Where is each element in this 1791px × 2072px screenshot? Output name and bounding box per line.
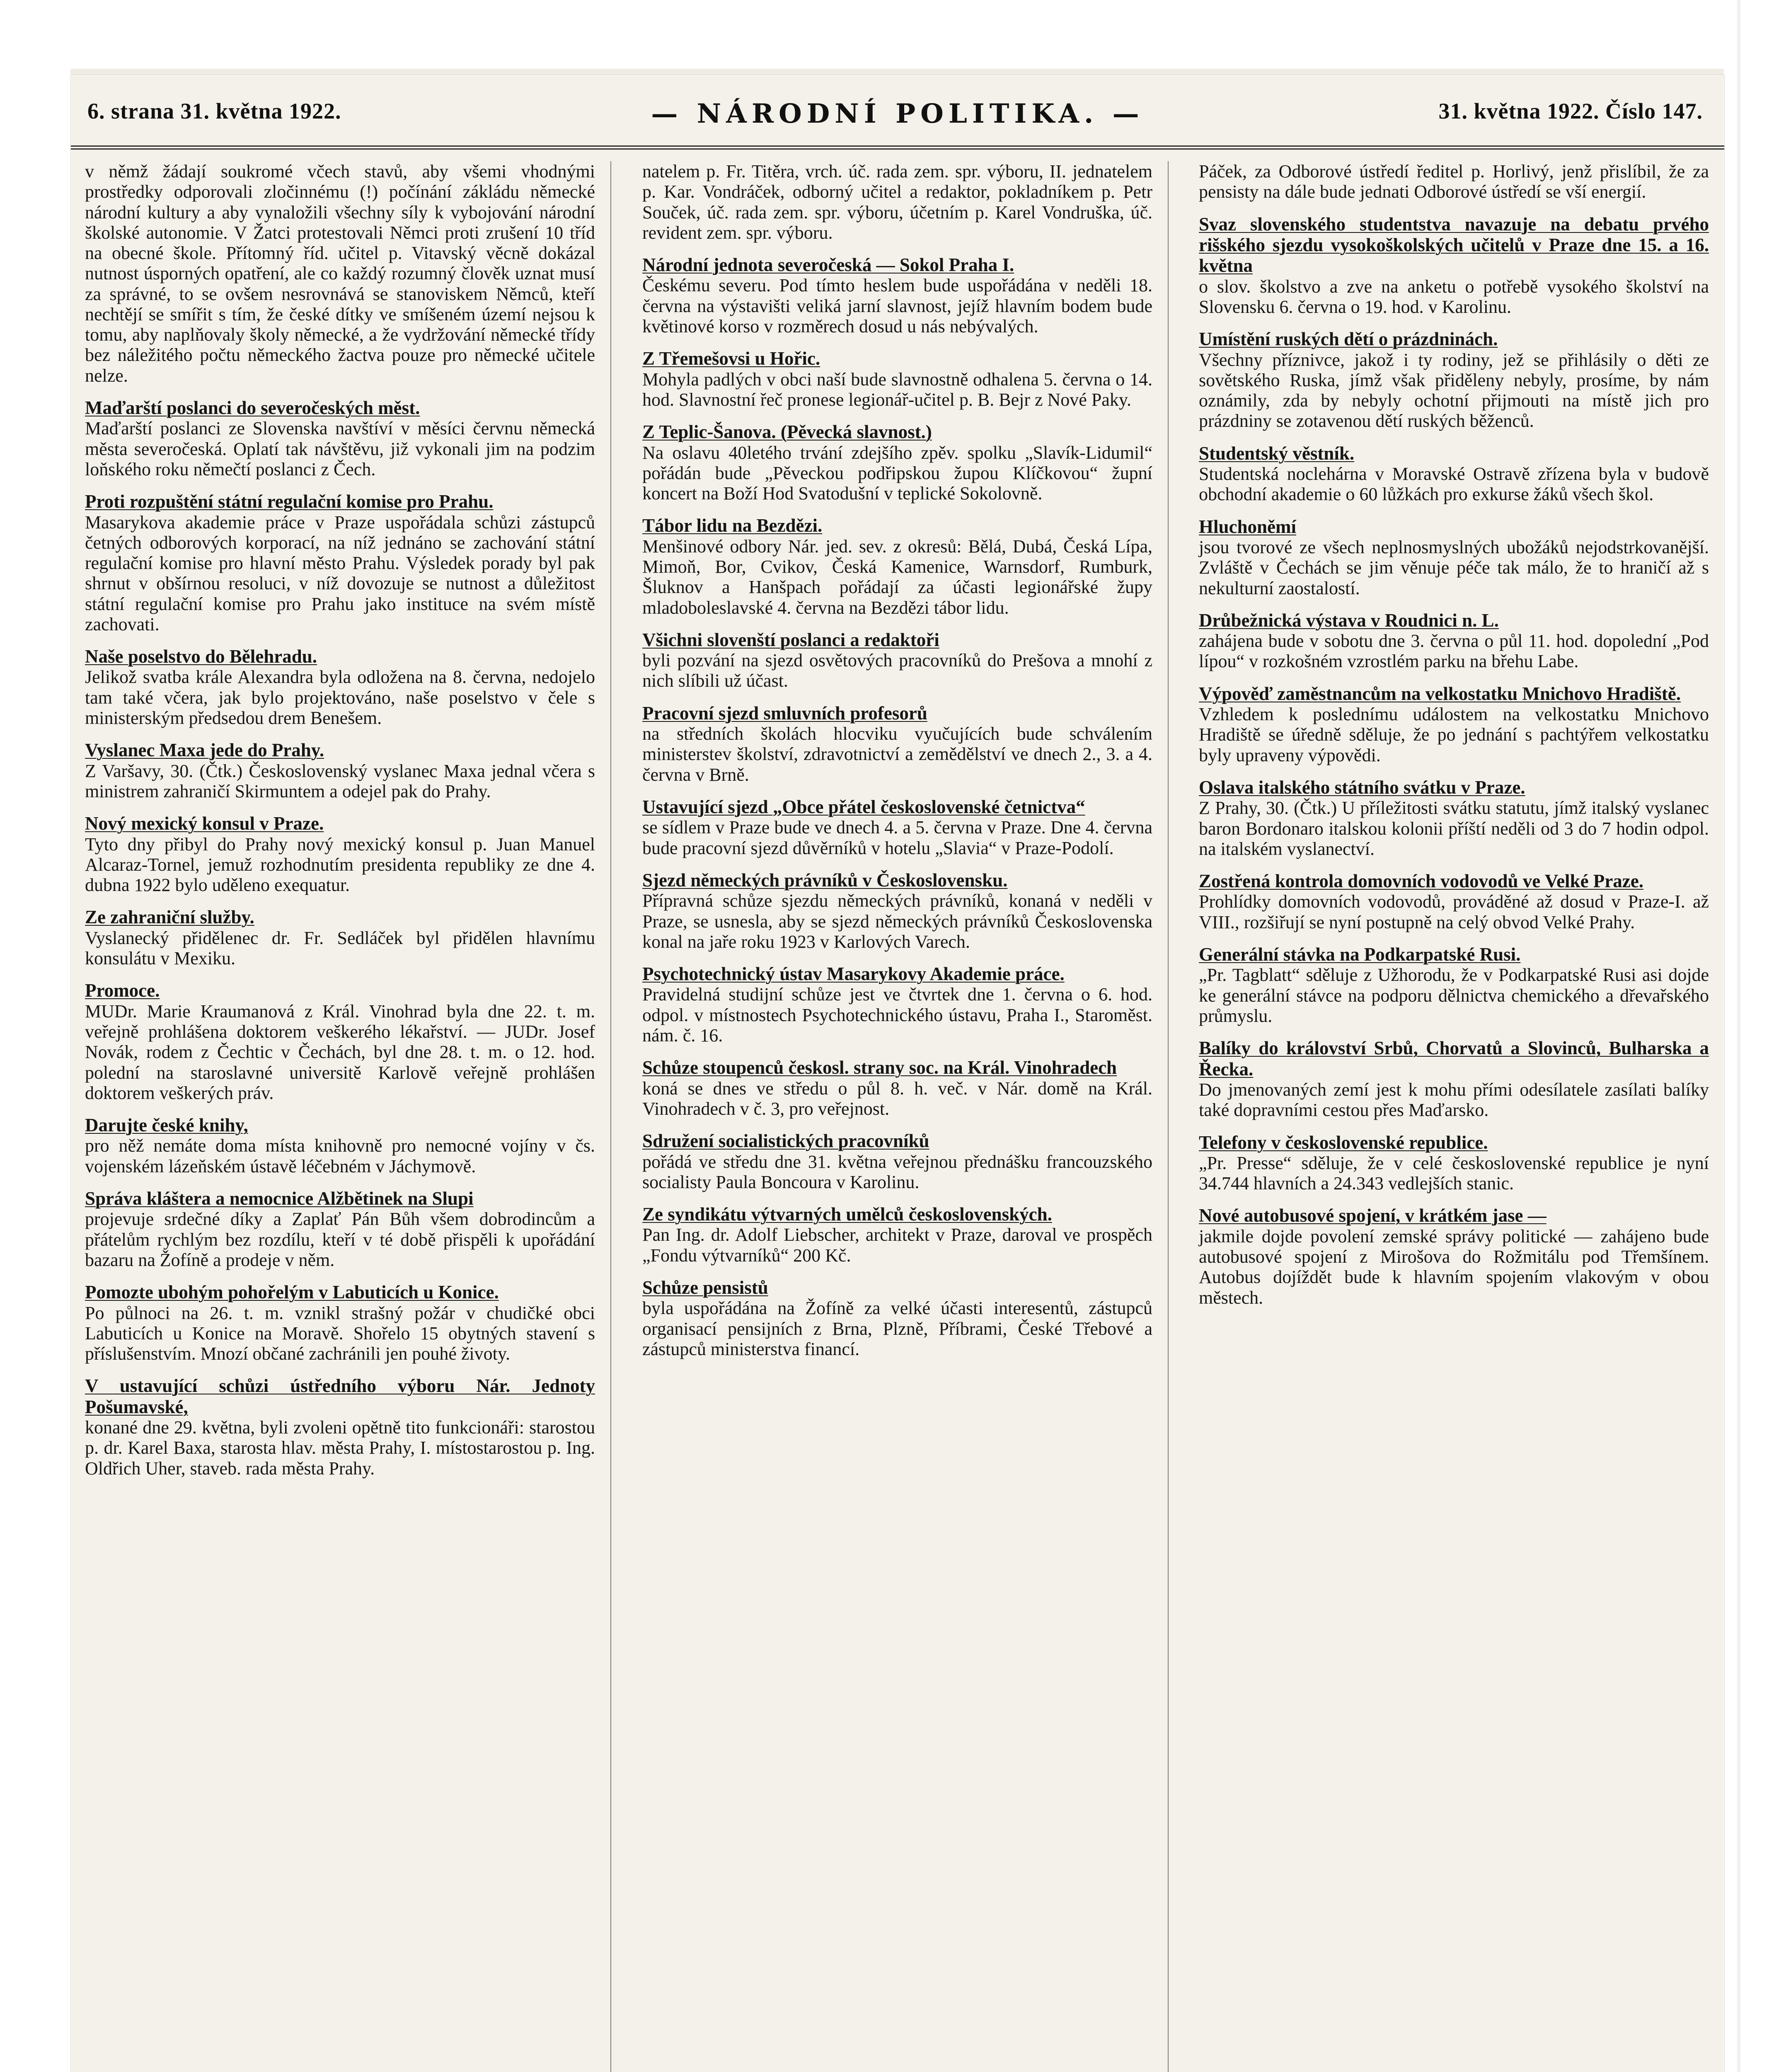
article [642,703,1152,785]
article-body: Masarykova akademie práce v Praze uspořádala schůzi zástupců četných odborových korporací, na níž jednáno se zachování státní regulační komise pro hlavní město Prahu. Výsledek porady byl pak shrnut v obšírnou resoluci, v níž dovozuje se nutnost a důležitost státní regulační komise pro Prahu jako instituce na svém místě zachovati. [85,512,595,634]
column-divider-1 [610,161,611,2072]
text-column-2 [637,161,1157,2072]
article-heading: Balíky do království Srbů, Chorvatů a Slovinců, Bulharska a Řecka. [1199,1038,1709,1080]
article-body: Pan Ing. dr. Adolf Liebscher, architekt v Praze, daroval ve prospěch „Fondu výtvarníků“ 200 Kč. [642,1225,1152,1266]
article-body: v němž žádají soukromé včech stavů, aby všemi vhodnými prostředky odporovali zločinnému (!) počínání zákládu německé národní kultury a aby vynaložili všechny síly k vybojování národní školské autonomie. V Žatci protestovali Němci proti zrušení 10 tříd na obecné škole. Přítomný říd. učitel p. Vitavský věcně dokázal nutnost úsporných opatření, ale co každý rozumný člověk uznat musí za správné, to se ovšem nesrovnává se stanoviskem Němců, kteří nechtějí se smířit s tím, že české dítky ve smíšeném území nejsou k tomu, aby naplňovaly školy německé, a že vydržování německé třídy bez náležitého počtu německého žactva pouze pro německé učitele nelze. [85,161,595,386]
article-body: pořádá ve středu dne 31. května veřejnou přednášku francouzského socialisty Paula Boncoura v Karolinu. [642,1151,1152,1192]
article-heading: Pracovní sjezd smluvních profesorů [642,702,927,724]
article-heading: Psychotechnický ústav Masarykovy Akademie práce. [642,963,1065,985]
article [85,491,595,634]
article-heading: Generální stávka na Podkarpatské Rusi. [1199,944,1521,965]
article-body: na středních školách hlocviku vyučujících bude schválením ministerstev školství, zdravotnictví a zemědělství ve dnech 2., 3. a 4. června v Brně. [642,724,1152,785]
article-heading: V ustavující schůzi ústředního výboru Nár. Jednoty Pošumavské, [85,1375,595,1417]
article [85,1282,595,1364]
article-heading: Telefony v československé republice. [1199,1132,1488,1153]
article [1199,683,1709,765]
article-heading: Oslava italského státního svátku v Praze. [1199,777,1525,798]
article-body: konané dne 29. května, byli zvoleni opětně tito funkcionáři: starostou p. dr. Karel Baxa, starosta hlav. města Prahy, I. místostarostou p. Ing. Oldřich Uher, staveb. rada města Prahy. [85,1417,595,1479]
article-heading: Sjezd německých právníků v Československu. [642,869,1008,891]
article-body: Maďarští poslanci ze Slovenska navštíví v měsíci červnu německá města severočeská. Oplatí tak návštěvu, již vykonali jim na podzim loňského roku němečtí poslanci z Čech. [85,418,595,479]
article [1199,516,1709,598]
article [642,1204,1152,1266]
article-body: Všechny příznivce, jakož i ty rodiny, jež se přihlásily o děti ze sovětského Ruska, jímž však přiděleny nebyly, prosíme, by nám oznámily, zda by nebyly ochotní přijmouti na místě jich pro prázdniny se zotavenou dětí ruských běženců. [1199,349,1709,431]
article-heading: Všichni slovenští poslanci a redaktoři [642,629,939,650]
article [642,796,1152,858]
article [642,963,1152,1046]
article [85,1188,595,1270]
article-body: Páček, za Odborové ústředí ředitel p. Horlivý, jenž přislíbil, že za pensisty na dále bude jednati Odborové ústředí se vší energií. [1199,161,1709,202]
article-heading: Naše poselstvo do Bělehradu. [85,646,317,667]
article-heading: Vyslanec Maxa jede do Prahy. [85,740,324,761]
text-column-3 [1194,161,1714,2072]
article-heading: Výpověď zaměstnancům na velkostatku Mnichovo Hradiště. [1199,683,1681,704]
article-body: koná se dnes ve středu o půl 8. h. več. v Nár. domě na Král. Vinohradech v č. 3, pro veřejnost. [642,1078,1152,1119]
article-heading: Svaz slovenského studentstva navazuje na debatu prvého rišského sjezdu vysokoškolských učitelů v Praze dne 15. a 16. května [1199,213,1709,276]
article-body: Přípravná schůze sjezdu německých právníků, konaná v neděli v Praze, se usnesla, aby se sjezd německých právníků Československa konal na jaře roku 1923 v Karlových Varech. [642,891,1152,952]
article-body: Na oslavu 40letého trvání zdejšího zpěv. spolku „Slavík-Lidumil“ pořádán bude „Pěveckou podřipskou župou Klíčkovou“ župní koncert na Boží Hod Svatodušní v teplické Sokolovně. [642,442,1152,504]
article-body: o slov. školstvo a zve na anketu o potřebě vysokého školství na Slovensku 6. června o 19. hod. v Karolinu. [1199,276,1709,317]
article [1199,161,1709,202]
article-heading: Sdružení socialistických pracovníků [642,1130,929,1152]
article-heading: Schůze stoupenců českosl. strany soc. na Král. Vinohradech [642,1057,1117,1078]
article-heading: Promoce. [85,980,160,1001]
article-heading: Darujte české knihy, [85,1115,248,1136]
article-body: Jelikož svatba krále Alexandra byla odložena na 8. června, nedojelo tam také včera, jak bylo projektováno, naše poselstvo v čele s ministerským předsedou drem Benešem. [85,667,595,729]
article-heading: Maďarští poslanci do severočeských měst. [85,397,420,418]
article-body: Tyto dny přibyl do Prahy nový mexický konsul p. Juan Manuel Alcaraz-Tornel, jemuž rozhodnutím presidenta republiky ze dne 4. dubna 1922 bylo uděleno exequatur. [85,834,595,896]
article-body: jsou tvorové ze všech neplnosmyslných ubožáků nejodstrkovanější. Zvláště v Čechách se jim věnuje péče tak málo, že to hraničí až s nekulturní zaostalostí. [1199,537,1709,598]
article-body: Pravidelná studijní schůze jest ve čtvrtek dne 1. června o 6. hod. odpol. v místnostech Psychotechnického ústavu, Praha I., Staroměst. nám. č. 16. [642,984,1152,1046]
page-header [71,75,1724,150]
article [642,254,1152,336]
article [1199,329,1709,431]
article-heading: Nové autobusové spojení, v krátkém jase — [1199,1205,1547,1226]
article-body: jakmile dojde povolení zemské správy politické — zahájeno bude autobusové spojení z Mirošova do Rožmitálu pod Třemšínem. Autobus dojíždět bude k hlavním spojením vlakovým v obou městech. [1199,1226,1709,1308]
article [1199,610,1709,672]
article-body: Do jmenovaných zemí jest k mohu přími odesílatele zasílati balíky také dopravními cestou přes Maďarsko. [1199,1079,1709,1121]
article-body: MUDr. Marie Kraumanová z Král. Vinohrad byla dne 22. t. m. veřejně prohlášena doktorem veškerého lékařství. — JUDr. Josef Novák, rodem z Čechtic v Čechách, byl dne 28. t. m. o 12. hod. polední na staroslavné universitě Karlově veřejně prohlášen doktorem veškerých práv. [85,1001,595,1103]
article-heading: Z Třemešovsi u Hořic. [642,348,820,369]
article [1199,1132,1709,1194]
article-body: projevuje srdečné díky a Zaplať Pán Bůh všem dobrodincům a přátelům rychlým bez rozdílu, kteří v té době přispěli k upořádání bazaru na Žofíně a prodeje v něm. [85,1209,595,1270]
article [85,1115,595,1176]
article [85,813,595,895]
article-heading: Národní jednota severočeská — Sokol Praha I. [642,254,1014,276]
article [85,1375,595,1479]
article-body: Menšinové odbory Nár. jed. sev. z okresů: Bělá, Dubá, Česká Lípa, Mimoň, Bor, Cvikov, Česká Kamenice, Warnsdorf, Rumburk, Šluknov a Hanšpach pořádají za účasti legionářské župy mladoboleslavské 4. června na Bezdězi tábor lidu. [642,536,1152,618]
article-heading: Ze zahraniční služby. [85,907,254,928]
article-body: Po půlnoci na 26. t. m. vznikl strašný požár v chudičké obci Labuticích u Konice na Moravě. Shořelo 15 obytných stavení s příslušenstvím. Mnozí občané zachránili jen pouhé životy. [85,1302,595,1364]
article-body: Českému severu. Pod tímto heslem bude uspořádána v neděli 18. června na výstavišti veliká jarní slavnost, jejíž hlavním bodem bude květinové korso v rozměrech dosud u nás nebývalých. [642,275,1152,336]
article [642,348,1152,410]
article-body: zahájena bude v sobotu dne 3. června o půl 11. hod. dopolední „Pod lípou“ v rozkošném vzrostlém parku na břehu Labe. [1199,631,1709,672]
article-body: byli pozvání na sjezd osvětových pracovníků do Prešova a mnohí z nich slíbili už účast. [642,650,1152,691]
article [85,907,595,968]
article-body: se sídlem v Praze bude ve dnech 4. a 5. června v Praze. Dne 4. června bude pracovní sjezd důvěrníků v hotelu „Slavia“ v Praze-Podolí. [642,817,1152,858]
article-body: Prohlídky domovních vodovodů, prováděné až dosud v Praze-I. až VIII., rozšiřují se nyní postupně na celý obvod Velké Prahy. [1199,891,1709,932]
text-column-1 [80,161,600,2072]
article [85,397,595,479]
article-heading: Pomozte ubohým pohořelým v Labuticích u Konice. [85,1282,499,1303]
article [642,1277,1152,1359]
article-heading: Proti rozpuštění státní regulační komise pro Prahu. [85,491,494,512]
article [85,740,595,801]
article [85,980,595,1103]
article [642,161,1152,243]
article [642,870,1152,952]
article-body: Vzhledem k poslednímu událostem na velkostatku Mnichovo Hradiště se úředně sděluje, že po jednání s pachtýřem velkostatku byly upraveny výpovědi. [1199,704,1709,765]
article [1199,443,1709,505]
article-body: Mohyla padlých v obci naší bude slavnostně odhalena 5. června o 14. hod. Slavnostní řeč pronese legionář-učitel p. B. Bejr z Nové Paky. [642,369,1152,410]
article-heading: Tábor lidu na Bezdězi. [642,515,823,536]
article-body: Vyslanecký přidělenec dr. Fr. Sedláček byl přidělen hlavnímu konsulátu v Mexiku. [85,927,595,969]
newspaper-page [70,75,1725,2072]
article-heading: Drůbežnická výstava v Roudnici n. L. [1199,610,1499,631]
article [642,1130,1152,1192]
article-body: Studentská noclehárna v Moravské Ostravě zřízena byla v budově obchodní akademie o 60 lůžkách pro exkurse žáků všech škol. [1199,464,1709,505]
article-heading: Zostřená kontrola domovních vodovodů ve Velké Praze. [1199,871,1643,892]
article [642,629,1152,691]
article-heading: Hluchoněmí [1199,516,1297,537]
header-left: 6. strana 31. května 1922. [87,99,341,123]
article-heading: Nový mexický konsul v Praze. [85,813,324,834]
scan-edge [1737,0,1740,2072]
article-heading: Ze syndikátu výtvarných umělců československých. [642,1204,1052,1225]
article-body: Z Prahy, 30. (Čtk.) U příležitosti svátku statutu, jímž italský vyslanec baron Bordonaro italskou kolonii příští neděli od 3 do 7 hodin odpol. na italském vyslanectví. [1199,798,1709,859]
article [1199,1038,1709,1120]
article-body: pro něž nemáte doma místa knihovně pro nemocné vojíny v čs. vojenském lázeňském ústavě léčebném v Jáchymově. [85,1135,595,1176]
article-heading: Správa kláštera a nemocnice Alžbětinek na Slupi [85,1188,474,1209]
article-heading: Schůze pensistů [642,1277,768,1298]
article [1199,944,1709,1026]
article [642,1057,1152,1119]
header-right: 31. května 1922. Číslo 147. [1438,99,1703,123]
article-body: byla uspořádána na Žofíně za velké účasti interesentů, zástupců organisací pensijních z Brna, Plzně, Příbrami, České Třebové a zástupců ministerstva financí. [642,1298,1152,1359]
article [1199,214,1709,317]
article [642,421,1152,503]
column-divider-2 [1168,161,1169,2072]
article-heading: Studentský věstník. [1199,443,1355,464]
article [85,161,595,386]
article [85,646,595,728]
paper-shadow-top [70,69,1724,75]
article [1199,777,1709,859]
newspaper-title: — NÁRODNÍ POLITIKA. — [651,98,1144,129]
article-body: natelem p. Fr. Titěra, vrch. úč. rada zem. spr. výboru, II. jednatelem p. Kar. Vondráček, odborný učitel a redaktor, pokladníkem p. Petr Souček, úč. rada zem. spr. výboru, účetním p. Karel Vondruška, úč. revident zem. spr. výboru. [642,161,1152,243]
article-body: „Pr. Presse“ sděluje, že v celé československé republice je nyní 34.744 hlavních a 24.343 vedlejších stanic. [1199,1152,1709,1194]
article-heading: Z Teplic-Šanova. (Pěvecká slavnost.) [642,421,932,443]
article-body: „Pr. Tagblatt“ sděluje z Užhorodu, že v Podkarpatské Rusi asi dojde ke generální stávce na podporu dělnictva chemického a dřevařského průmyslu. [1199,965,1709,1026]
article-heading: Ustavující sjezd „Obce přátel československé četnictva“ [642,796,1085,817]
article-heading: Umístění ruských dětí o prázdninách. [1199,329,1498,350]
article [1199,871,1709,932]
article [1199,1205,1709,1307]
article-body: Z Varšavy, 30. (Čtk.) Československý vyslanec Maxa jednal včera s ministrem zahraničí Skirmuntem a odejel pak do Prahy. [85,760,595,801]
article [642,515,1152,617]
